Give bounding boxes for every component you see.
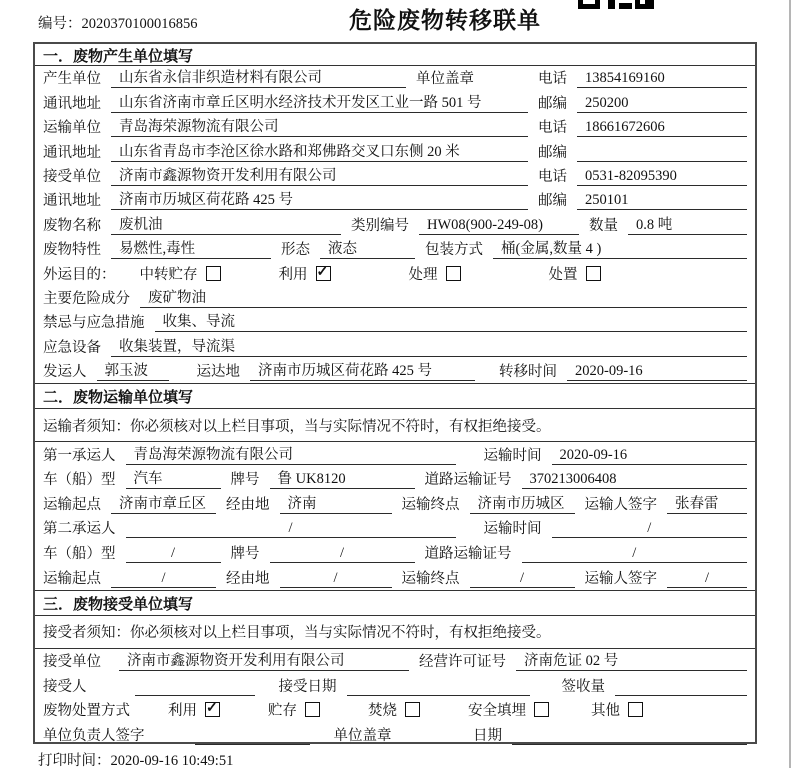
field-value blank-field-line [135, 695, 255, 696]
field-label: 签收量 [561, 678, 605, 695]
row-main-hazard [35, 286, 755, 310]
field-label: 运输人签字 [584, 496, 657, 513]
field-label: 接受单位 [43, 168, 101, 185]
field-value: / [126, 545, 221, 563]
field-label: 产生单位 [43, 71, 101, 88]
checkbox-icon [534, 702, 549, 717]
field-label: 运输起点 [43, 496, 101, 513]
page-edge-line [789, 0, 791, 768]
field-value: 济南市章丘区 [111, 492, 216, 514]
field-value: 山东省济南市章丘区明水经济技术开发区工业一路 501 号 [111, 91, 528, 113]
checkbox-icon [586, 266, 601, 281]
field-value: / [280, 570, 392, 588]
field-value: / [270, 545, 415, 563]
option-utilize [279, 263, 331, 284]
field-label: 禁忌与应急措施 [43, 315, 145, 332]
field-value: 鲁 UK8120 [270, 467, 415, 489]
manifest-form [33, 42, 757, 744]
qr-block [640, 0, 645, 4]
field-label: 电话 [538, 168, 567, 185]
section-generator [35, 44, 755, 383]
field-label: 运输单位 [43, 120, 101, 137]
row-generator-unit [35, 66, 755, 90]
field-label: 第二承运人 [43, 521, 116, 538]
field-value: 易燃性,毒性 [111, 237, 271, 259]
field-value: 2020-09-16 [567, 363, 747, 381]
option-label: 中转贮存 [139, 266, 198, 283]
field-label: 通讯地址 [43, 95, 101, 112]
field-value: 济南危证 02 号 [516, 649, 747, 671]
row-emergency-equipment [35, 334, 755, 358]
field-label: 通讯地址 [43, 193, 101, 210]
row-accept-unit [35, 649, 755, 674]
option-treat [409, 263, 461, 284]
field-value: 13854169160 [577, 70, 747, 88]
field-value: 张春雷 [667, 492, 747, 514]
option-label: 利用 [168, 703, 197, 720]
row-receiver-address [35, 188, 755, 212]
qr-block [619, 3, 632, 9]
field-value: 0531-82095390 [577, 168, 747, 186]
field-value: 液态 [320, 237, 415, 259]
field-value: 收集装置，导流渠 [111, 335, 747, 357]
field-label: 单位负责人签字 [43, 727, 145, 744]
field-label: 运输起点 [43, 570, 101, 587]
option-utilize [168, 699, 220, 720]
field-label: 电话 [538, 71, 567, 88]
field-value: 2020-09-16 [552, 447, 748, 465]
row-acceptor [35, 673, 755, 698]
field-value: 郭玉波 [97, 359, 169, 381]
field-value: 青岛海荣源物流有限公司 [111, 115, 528, 137]
field-label: 经由地 [226, 570, 270, 587]
field-value: 250101 [577, 192, 747, 210]
field-value: 废矿物油 [140, 286, 747, 308]
field-label: 牌号 [230, 546, 260, 563]
row-consignor [35, 359, 755, 383]
field-label: 日期 [473, 727, 502, 744]
field-value: HW08(900-249-08) [419, 217, 579, 235]
row-transport-address [35, 139, 755, 163]
field-value: 济南市历城区 [470, 492, 575, 514]
row-first-carrier [35, 442, 755, 467]
field-label: 道路运输证号 [424, 546, 512, 563]
field-value: 济南市历城区荷花路 425 号 [250, 359, 475, 381]
section1-header: 一．废物产生单位填写 [35, 44, 755, 66]
section3-header: 三．废物接受单位填写 [35, 590, 755, 616]
row-second-carrier [35, 516, 755, 541]
field-label: 废物名称 [43, 217, 101, 234]
field-label: 邮编 [538, 193, 567, 210]
field-value blank-field-line [195, 744, 310, 745]
row-transfer-purpose [35, 261, 755, 285]
field-value: 济南市历城区荷花路 425 号 [111, 188, 528, 210]
field-label: 运输终点 [401, 570, 460, 587]
row-route-1 [35, 491, 755, 516]
checkbox-icon [205, 702, 220, 717]
row-receiver-unit [35, 164, 755, 188]
field-label: 运输时间 [483, 447, 542, 464]
field-value: 山东省永信非织造材料有限公司 [111, 66, 406, 88]
field-value: / [522, 545, 748, 563]
field-value: 济南市鑫源物资开发利用有限公司 [111, 164, 528, 186]
field-label: 电话 [538, 120, 567, 137]
notice-text: 接受者须知：你必须核对以上栏目事项，当与实际情况不符时，有权拒绝接受。 [43, 625, 551, 642]
field-label: 接受单位 [43, 654, 101, 671]
option-store [268, 699, 320, 720]
field-label: 经由地 [226, 496, 270, 513]
field-label: 接受人 [43, 678, 87, 695]
row-waste-character [35, 237, 755, 261]
row-waste-name [35, 212, 755, 236]
field-label: 包装方式 [425, 242, 483, 259]
section-transporter [35, 383, 755, 590]
field-value: 山东省青岛市李沧区徐水路和郑佛路交叉口东侧 20 米 [111, 140, 528, 162]
field-label: 运达地 [196, 364, 240, 381]
field-label: 废物处置方式 [43, 703, 130, 720]
checkbox-icon [305, 702, 320, 717]
option-label: 处置 [548, 266, 578, 283]
qr-block [608, 0, 615, 9]
row-transport-unit [35, 115, 755, 139]
field-label: 牌号 [230, 472, 260, 489]
option-label: 其他 [591, 703, 620, 720]
field-label: 道路运输证号 [424, 472, 512, 489]
qr-code-fragment [578, 0, 656, 9]
field-label: 邮编 [538, 95, 567, 112]
field-label: 发运人 [43, 364, 87, 381]
print-time [38, 749, 233, 770]
option-label: 贮存 [268, 703, 297, 720]
print-time-value: 2020-09-16 10:49:51 [110, 753, 234, 769]
section2-header: 二．废物运输单位填写 [35, 383, 755, 409]
field-value: 青岛海荣源物流有限公司 [126, 443, 456, 465]
print-time-label: 打印时间： [38, 753, 111, 769]
field-label: 主要危险成分 [43, 290, 130, 307]
field-value blank-field-line [347, 695, 530, 696]
field-value: / [126, 520, 456, 538]
field-value: 废机油 [111, 213, 341, 235]
field-value: / [470, 570, 575, 588]
field-value blank-field-line [577, 161, 747, 162]
row-vehicle-1 [35, 467, 755, 492]
field-value: 济南 [280, 492, 392, 514]
field-label: 第一承运人 [43, 447, 116, 464]
field-label: 应急设备 [43, 339, 101, 356]
field-value: / [111, 570, 216, 588]
checkbox-icon [316, 266, 331, 281]
checkbox-icon [446, 266, 461, 281]
doc-number-value: 2020370100016856 [81, 16, 198, 32]
field-label: 车（船）型 [43, 472, 116, 489]
checkbox-icon [628, 702, 643, 717]
option-label: 利用 [278, 266, 308, 283]
field-value: 0.8 吨 [628, 213, 747, 235]
field-label: 转移时间 [499, 364, 557, 381]
field-label: 接受日期 [278, 678, 337, 695]
option-landfill [468, 699, 549, 720]
qr-block [583, 0, 595, 4]
notice-text: 运输者须知：你必须核对以上栏目事项，当与实际情况不符时，有权拒绝接受。 [43, 418, 551, 435]
field-value: / [667, 570, 747, 588]
doc-number [38, 12, 198, 33]
page-title: 危险废物转移联单 [349, 8, 541, 33]
field-value: 收集、导流 [155, 310, 748, 332]
checkbox-icon [206, 266, 221, 281]
option-label: 安全填埋 [468, 703, 526, 720]
section-receiver [35, 590, 755, 747]
option-other [591, 699, 643, 720]
field-label: 经营许可证号 [419, 654, 506, 671]
field-label: 类别编号 [351, 217, 409, 234]
row-generator-address [35, 90, 755, 114]
receiver-notice [35, 616, 755, 649]
option-label: 焚烧 [368, 703, 397, 720]
row-disposal-method [35, 698, 755, 723]
doc-number-label: 编号： [38, 16, 82, 32]
field-label: 运输终点 [401, 496, 460, 513]
field-label: 运输时间 [483, 521, 542, 538]
field-label: 单位盖章 [333, 727, 392, 744]
field-value: 370213006408 [522, 471, 748, 489]
field-value: 汽车 [126, 467, 221, 489]
option-incinerate [368, 699, 420, 720]
option-dispose [549, 263, 601, 284]
field-value: 250200 [577, 95, 747, 113]
transporter-notice [35, 409, 755, 442]
row-vehicle-2 [35, 540, 755, 565]
checkbox-icon [405, 702, 420, 717]
field-value: 18661672606 [577, 119, 747, 137]
row-route-2 [35, 565, 755, 590]
field-value blank-field-line [512, 744, 747, 745]
field-value: 济南市鑫源物资开发利用有限公司 [119, 649, 409, 671]
row-chief-signature [35, 722, 755, 747]
field-label: 车（船）型 [43, 546, 116, 563]
field-value: / [552, 520, 748, 538]
field-label: 邮编 [538, 144, 567, 161]
field-label: 单位盖章 [416, 71, 474, 88]
field-label: 外运目的： [43, 266, 116, 283]
field-label: 形态 [281, 242, 310, 259]
option-label: 处理 [408, 266, 438, 283]
field-value blank-field-line [615, 695, 747, 696]
field-label: 废物特性 [43, 242, 101, 259]
row-taboo-measures [35, 310, 755, 334]
field-label: 数量 [589, 217, 618, 234]
option-transfer-storage [140, 263, 221, 284]
field-value: 桶(金属,数量 4 ) [493, 237, 747, 259]
field-label: 运输人签字 [584, 570, 657, 587]
field-label: 通讯地址 [43, 144, 101, 161]
